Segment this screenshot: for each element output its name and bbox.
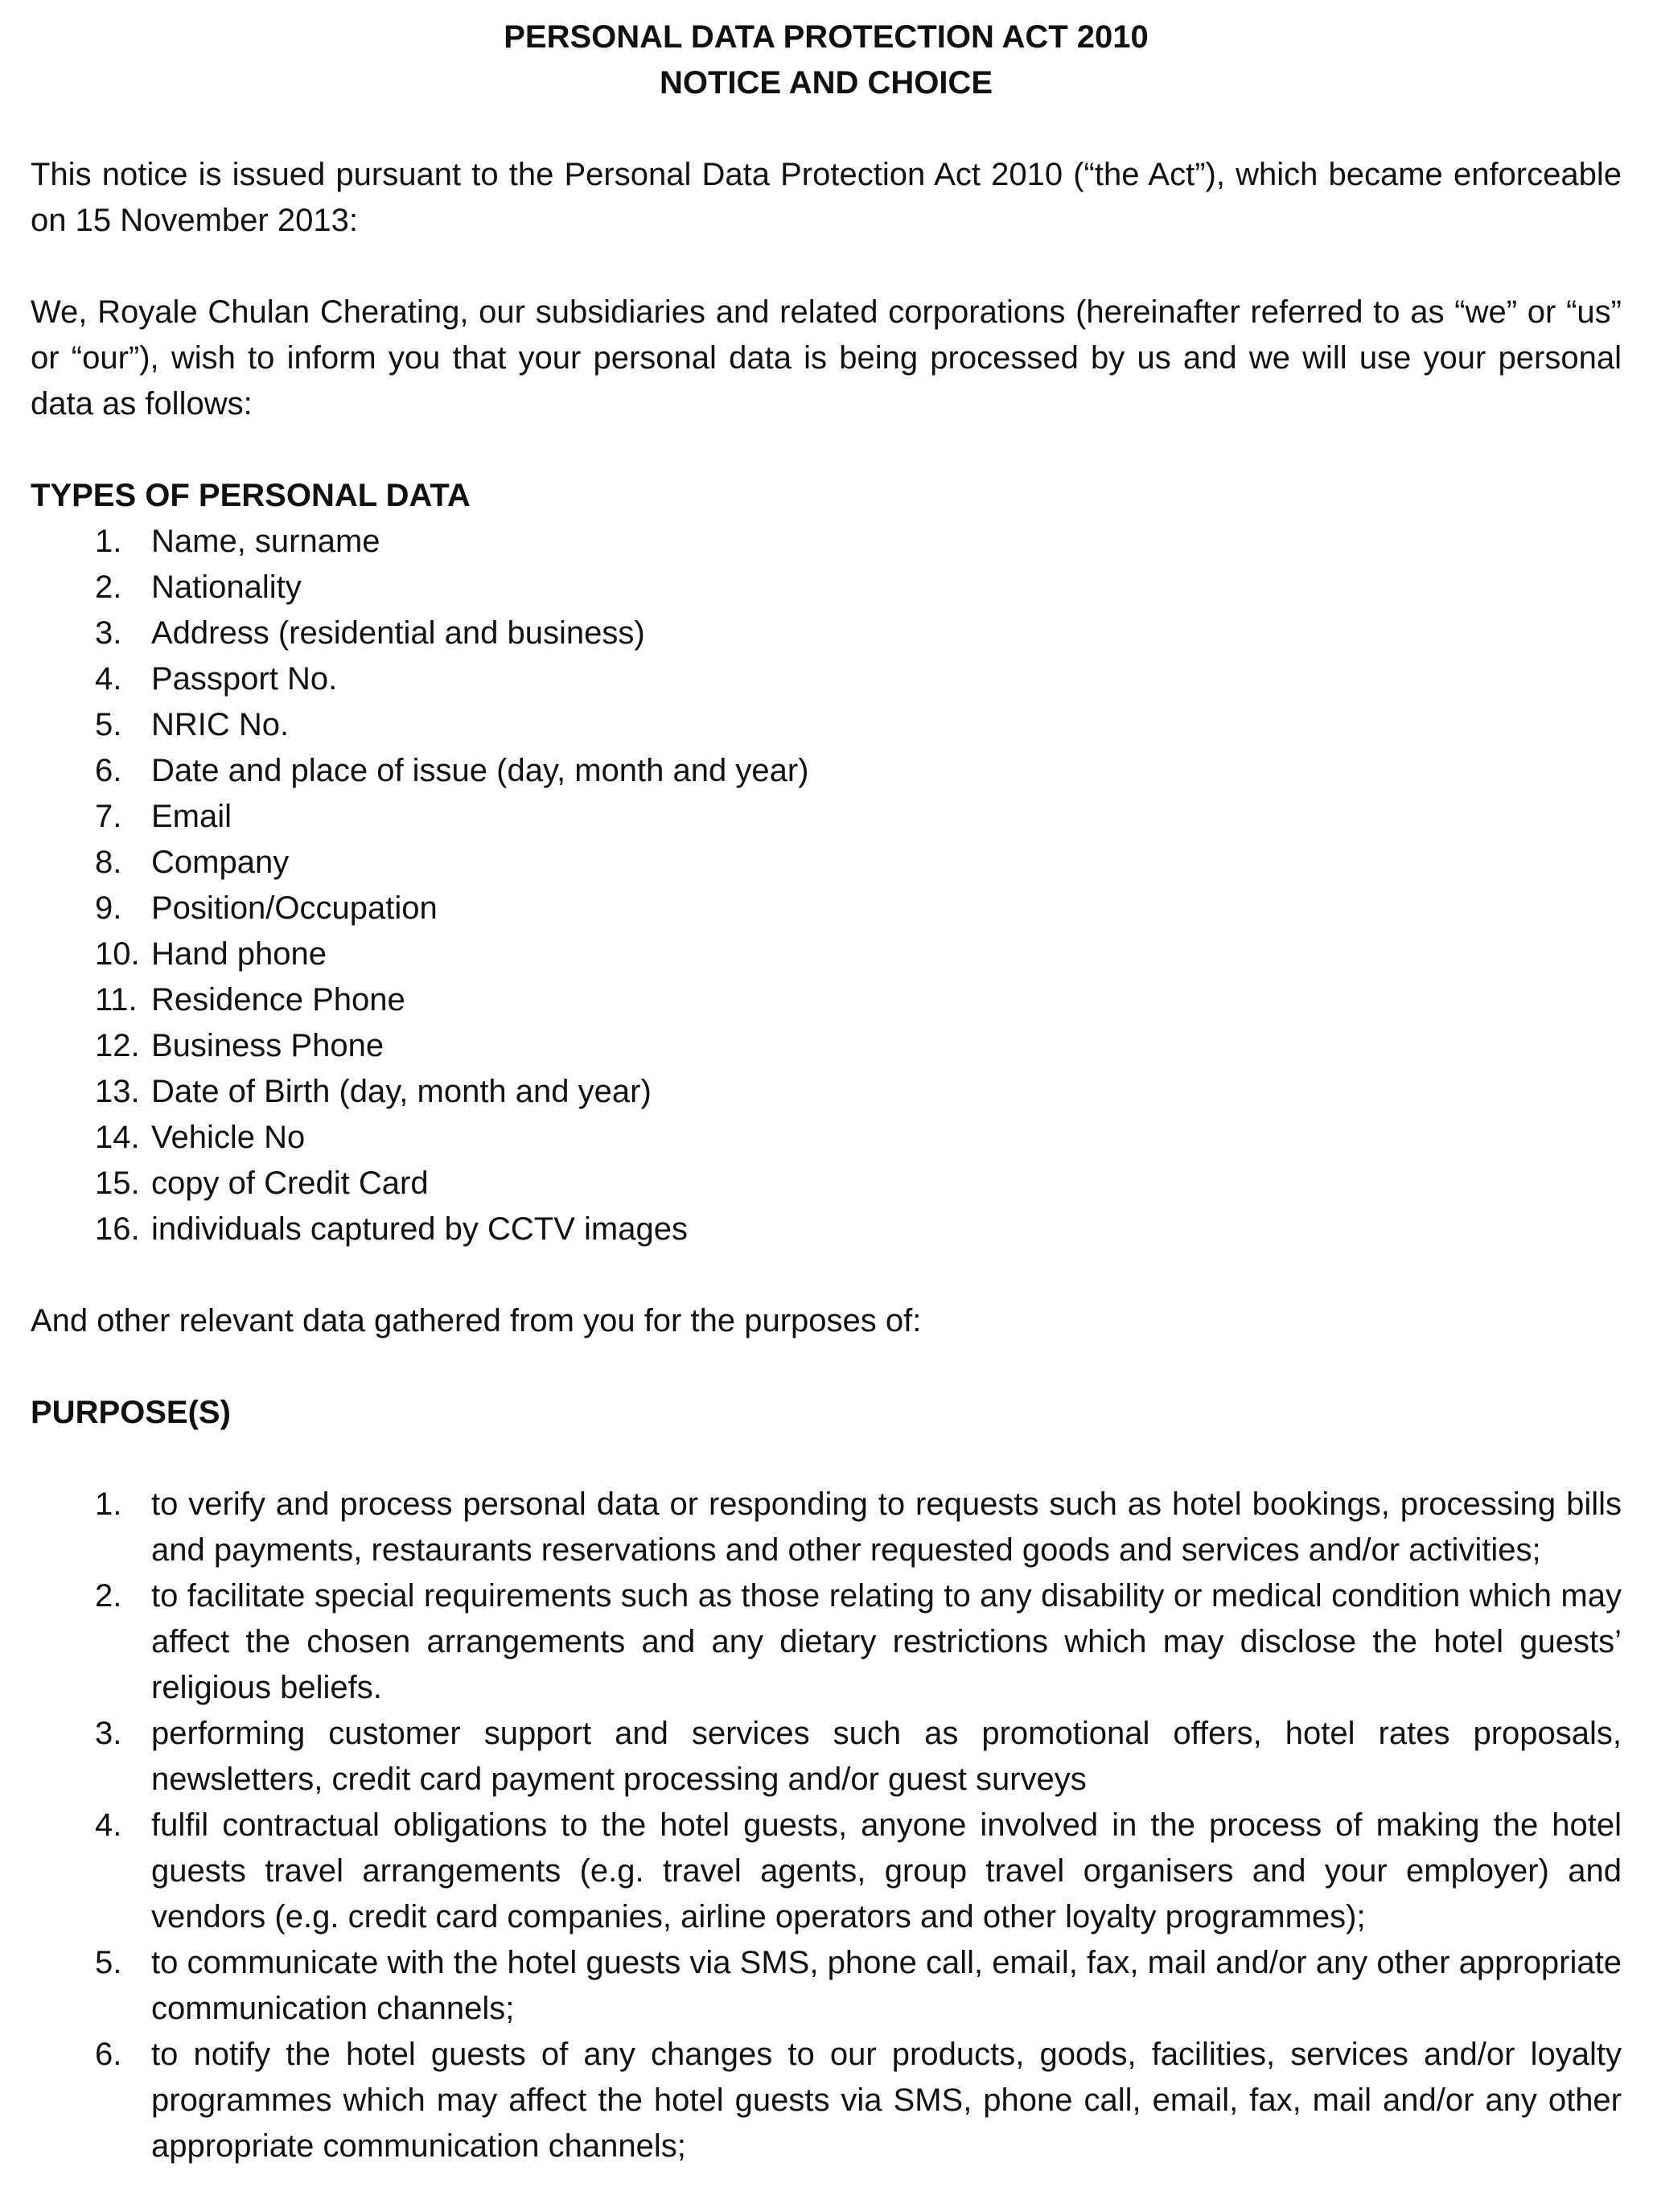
purpose-item-text: to facilitate special requirements such as those relating to any disability or medical condition which may affect the chosen arrangements and any dietary restrictions which may disclose the hotel guests’ religious beliefs. <box>151 1578 1622 1705</box>
purpose-item-number: 2. <box>95 1578 122 1614</box>
document-page <box>31 14 1622 2169</box>
data-type-item <box>31 1161 1622 1207</box>
document-subtitle: NOTICE AND CHOICE <box>659 65 993 101</box>
purpose-item <box>31 1711 1622 1803</box>
data-type-item-text: Business Phone <box>151 1028 384 1063</box>
purpose-item-text: to communicate with the hotel guests via SMS, phone call, email, fax, mail and/or any other appropriate communication channels; <box>151 1945 1622 2026</box>
purpose-item-text: performing customer support and services such as promotional offers, hotel rates proposals, newsletters, credit card payment processing and/or guest surveys <box>151 1716 1622 1797</box>
data-type-item-number-cell <box>31 702 151 748</box>
document-title: PERSONAL DATA PROTECTION ACT 2010 <box>504 19 1149 55</box>
data-type-item-number-cell <box>31 1069 151 1115</box>
data-type-item <box>31 1023 1622 1069</box>
other-data-paragraph: And other relevant data gathered from you for the purposes of: <box>31 1303 922 1338</box>
data-type-item <box>31 977 1622 1023</box>
spacer <box>31 1252 1622 1298</box>
purpose-item-number: 6. <box>95 2037 122 2072</box>
data-type-item-text: Passport No. <box>151 661 338 697</box>
data-type-item <box>31 565 1622 611</box>
data-type-item-number-cell <box>31 886 151 931</box>
purpose-item <box>31 1573 1622 1711</box>
data-type-item-text: Date and place of issue (day, month and year) <box>151 753 809 788</box>
data-type-item-text: Nationality <box>151 569 302 605</box>
data-type-item <box>31 748 1622 794</box>
data-type-item-text: Residence Phone <box>151 982 405 1018</box>
spacer <box>31 244 1622 290</box>
data-type-item-text: Hand phone <box>151 936 327 972</box>
spacer <box>31 1436 1622 1482</box>
data-type-item <box>31 840 1622 886</box>
purpose-item-number-cell <box>31 1803 151 1940</box>
data-type-item-text: Date of Birth (day, month and year) <box>151 1074 652 1109</box>
purpose-item-text: fulfil contractual obligations to the hotel guests, anyone involved in the process of making the hotel guests travel arrangements (e.g. travel agents, group travel organisers and your employer) and vendors (e.g. credit card companies, airline operators and other loyalty programmes); <box>151 1807 1622 1934</box>
data-type-item-text: Name, surname <box>151 524 380 559</box>
purpose-item-number-cell <box>31 2032 151 2169</box>
data-type-item <box>31 611 1622 656</box>
data-type-item-number: 12. <box>95 1028 140 1063</box>
purpose-item-number-cell <box>31 1573 151 1711</box>
purpose-item-number-cell <box>31 1940 151 2032</box>
purpose-item-number: 3. <box>95 1716 122 1751</box>
data-type-item-number-cell <box>31 1161 151 1207</box>
data-type-item-number: 16. <box>95 1211 140 1247</box>
purpose-item-text: to verify and process personal data or responding to requests such as hotel bookings, processing bills and payments, restaurants reservations and other requested goods and services and/or activities; <box>151 1486 1622 1568</box>
data-type-item <box>31 794 1622 840</box>
data-type-item-text: copy of Credit Card <box>151 1166 429 1201</box>
data-type-item-number-cell <box>31 565 151 611</box>
intro-paragraph: This notice is issued pursuant to the Personal Data Protection Act 2010 (“the Act”), which became enforceable on 15 November 2013: <box>31 157 1622 238</box>
purpose-item <box>31 2032 1622 2169</box>
data-type-item-number-cell <box>31 656 151 702</box>
purpose-item-text: to notify the hotel guests of any changes to our products, goods, facilities, services and/or loyalty programmes which may affect the hotel guests via SMS, phone call, email, fax, mail and/or any other appropriate communication channels; <box>151 2037 1622 2164</box>
data-type-item-text: Vehicle No <box>151 1120 306 1155</box>
data-type-item-number: 15. <box>95 1166 140 1201</box>
data-type-item-number-cell <box>31 977 151 1023</box>
data-type-item-number-cell <box>31 1207 151 1252</box>
data-type-item <box>31 1115 1622 1161</box>
data-type-item-number-cell <box>31 1023 151 1069</box>
spacer <box>31 427 1622 473</box>
data-type-item-number: 4. <box>95 661 122 697</box>
types-list <box>31 519 1622 1252</box>
statement-paragraph: We, Royale Chulan Cherating, our subsidiaries and related corporations (hereinafter referred to as “we” or “us” or “our”), wish to inform you that your personal data is being processed by us and we will use your personal data as follows: <box>31 294 1622 421</box>
data-type-item-text: Email <box>151 799 232 834</box>
purpose-item <box>31 1803 1622 1940</box>
data-type-item-number-cell <box>31 748 151 794</box>
data-type-item <box>31 656 1622 702</box>
data-type-item-number: 9. <box>95 890 122 926</box>
data-type-item <box>31 886 1622 931</box>
purpose-item-number-cell <box>31 1711 151 1803</box>
data-type-item-text: Address (residential and business) <box>151 615 645 651</box>
data-type-item-number-cell <box>31 1115 151 1161</box>
purpose-item-number: 4. <box>95 1807 122 1843</box>
data-type-item <box>31 1207 1622 1252</box>
data-type-item-text: Company <box>151 845 290 880</box>
purpose-item-number: 5. <box>95 1945 122 1980</box>
data-type-item-number: 14. <box>95 1120 140 1155</box>
purpose-item-number: 1. <box>95 1486 122 1522</box>
purpose-item <box>31 1940 1622 2032</box>
data-type-item-number: 6. <box>95 753 122 788</box>
data-type-item-number: 8. <box>95 845 122 880</box>
data-type-item-number-cell <box>31 611 151 656</box>
data-type-item <box>31 1069 1622 1115</box>
data-type-item-number: 7. <box>95 799 122 834</box>
spacer <box>31 106 1622 152</box>
data-type-item <box>31 519 1622 565</box>
data-type-item-number: 10. <box>95 936 140 972</box>
data-type-item-number: 11. <box>95 982 138 1018</box>
data-type-item-number: 1. <box>95 524 122 559</box>
spacer <box>31 1344 1622 1390</box>
data-type-item-number-cell <box>31 519 151 565</box>
purpose-item-number-cell <box>31 1482 151 1573</box>
data-type-item <box>31 702 1622 748</box>
data-type-item-number: 5. <box>95 707 122 742</box>
purposes-list <box>31 1482 1622 2169</box>
data-type-item-number-cell <box>31 840 151 886</box>
purpose-item <box>31 1482 1622 1573</box>
data-type-item-text: Position/Occupation <box>151 890 438 926</box>
data-type-item-number: 13. <box>95 1074 140 1109</box>
data-type-item <box>31 931 1622 977</box>
types-heading: TYPES OF PERSONAL DATA <box>31 478 471 513</box>
data-type-item-number: 3. <box>95 615 122 651</box>
data-type-item-text: NRIC No. <box>151 707 290 742</box>
data-type-item-number-cell <box>31 931 151 977</box>
purposes-heading: PURPOSE(S) <box>31 1395 231 1430</box>
data-type-item-number-cell <box>31 794 151 840</box>
data-type-item-number: 2. <box>95 569 122 605</box>
data-type-item-text: individuals captured by CCTV images <box>151 1211 688 1247</box>
